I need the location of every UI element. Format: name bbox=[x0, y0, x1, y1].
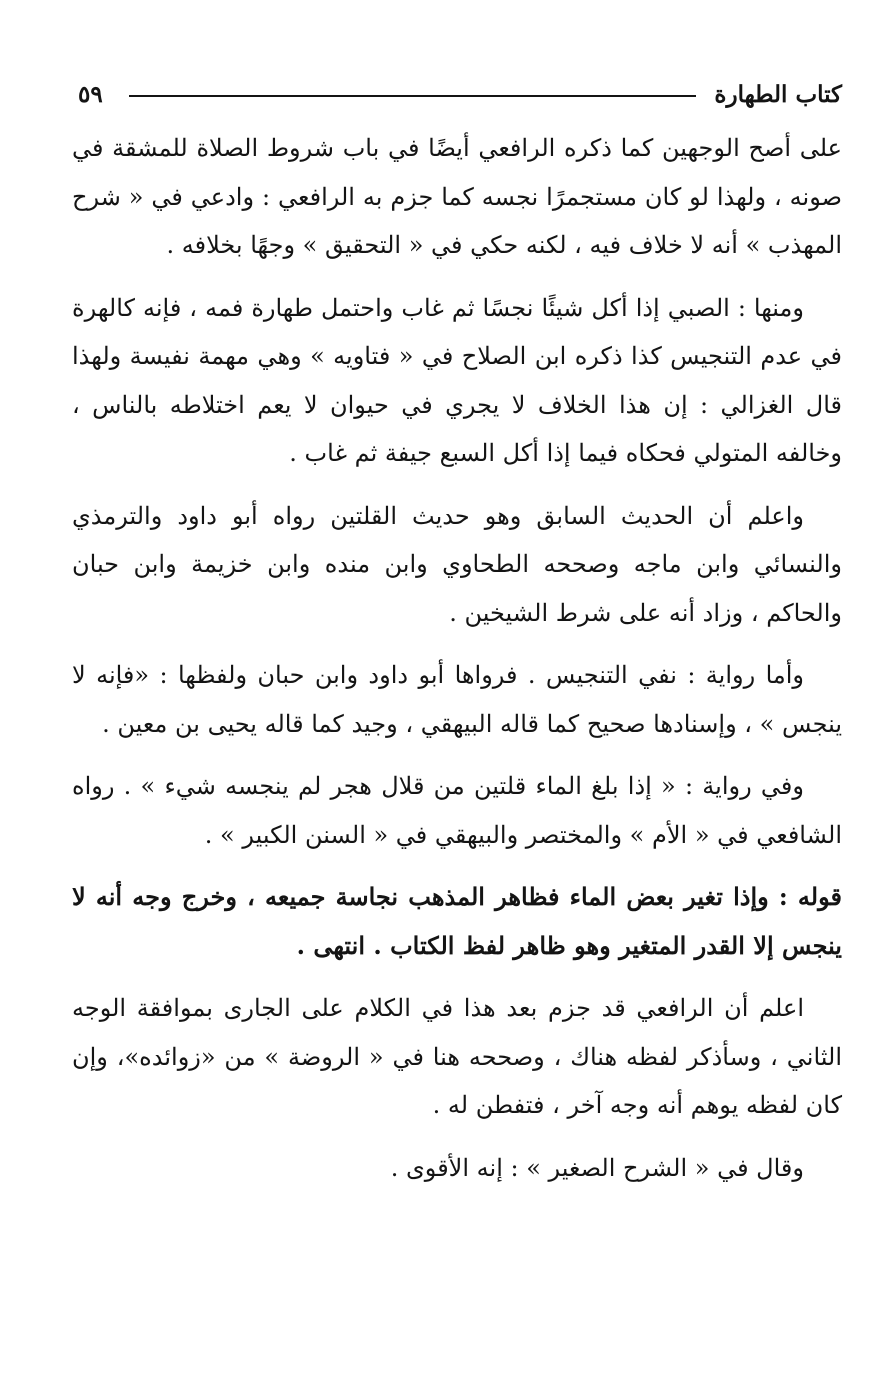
paragraph-commentary: اعلم أن الرافعي قد جزم بعد هذا في الكلام على الجارى بموافقة الوجه الثاني ، وسأذكر لفظه هناك ، وصححه هنا في « الروضة » من «زوائده»، وإن كان لفظه يوهم أنه وجه آخر ، فتفطن له . bbox=[72, 994, 842, 1119]
paragraph-narration-no-impurity: وأما رواية : نفي التنجيس . فرواها أبو داود وابن حبان ولفظها : «فإنه لا ينجس » ، وإسنادها صحيح كما قاله البيهقي ، وجيد كما قاله يحيى بن معين . bbox=[72, 661, 842, 738]
paragraph-continuation: على أصح الوجهين كما ذكره الرافعي أيضًا في باب شروط الصلاة للمشقة في صونه ، ولهذا لو كان مستجمرًا نجسه كما جزم به الرافعي : وادعي في « شرح المهذب » أنه لا خلاف فيه ، لكنه حكي في « التحقيق » وجهًا بخلافه . bbox=[72, 134, 842, 259]
paragraph-child-mouth: ومنها : الصبي إذا أكل شيئًا نجسًا ثم غاب واحتمل طهارة فمه ، فإنه كالهرة في عدم التنجيس كذا ذكره ابن الصلاح في « فتاويه » وهي مهمة نفيسة ولهذا قال الغزالي : إن هذا الخلاف لا يجري في حيوان لا يعم اختلاطه بالناس ، وخالفه المتولي فحكاه فيما إذا أكل السبع جيفة ثم غاب . bbox=[72, 293, 842, 467]
book-page bbox=[72, 66, 842, 1366]
page-body bbox=[72, 124, 842, 1192]
paragraph-sharh-saghir: وقال في « الشرح الصغير » : إنه الأقوى . bbox=[390, 1153, 804, 1182]
page-header bbox=[72, 66, 842, 122]
chapter-title: كتاب الطهارة bbox=[714, 80, 842, 108]
paragraph-hadith-qullatayn: واعلم أن الحديث السابق وهو حديث القلتين رواه أبو داود والترمذي والنسائي وابن ماجه وصححه الطحاوي وابن منده وابن خزيمة وابن حبان والحاكم ، وزاد أنه على شرط الشيخين . bbox=[72, 501, 842, 627]
header-rule bbox=[129, 95, 697, 97]
paragraph-quoted-text: قوله : وإذا تغير بعض الماء فظاهر المذهب نجاسة جميعه ، وخرج وجه أنه لا ينجس إلا القدر المتغير وهو ظاهر لفظ الكتاب . انتهى . bbox=[72, 882, 842, 960]
paragraph-narration-qilal-hajar: وفي رواية : « إذا بلغ الماء قلتين من قلال هجر لم ينجسه شيء » . رواه الشافعي في « الأم » والمختصر والبيهقي في « السنن الكبير » . bbox=[72, 772, 842, 849]
page-number: ٥٩ bbox=[78, 80, 103, 108]
